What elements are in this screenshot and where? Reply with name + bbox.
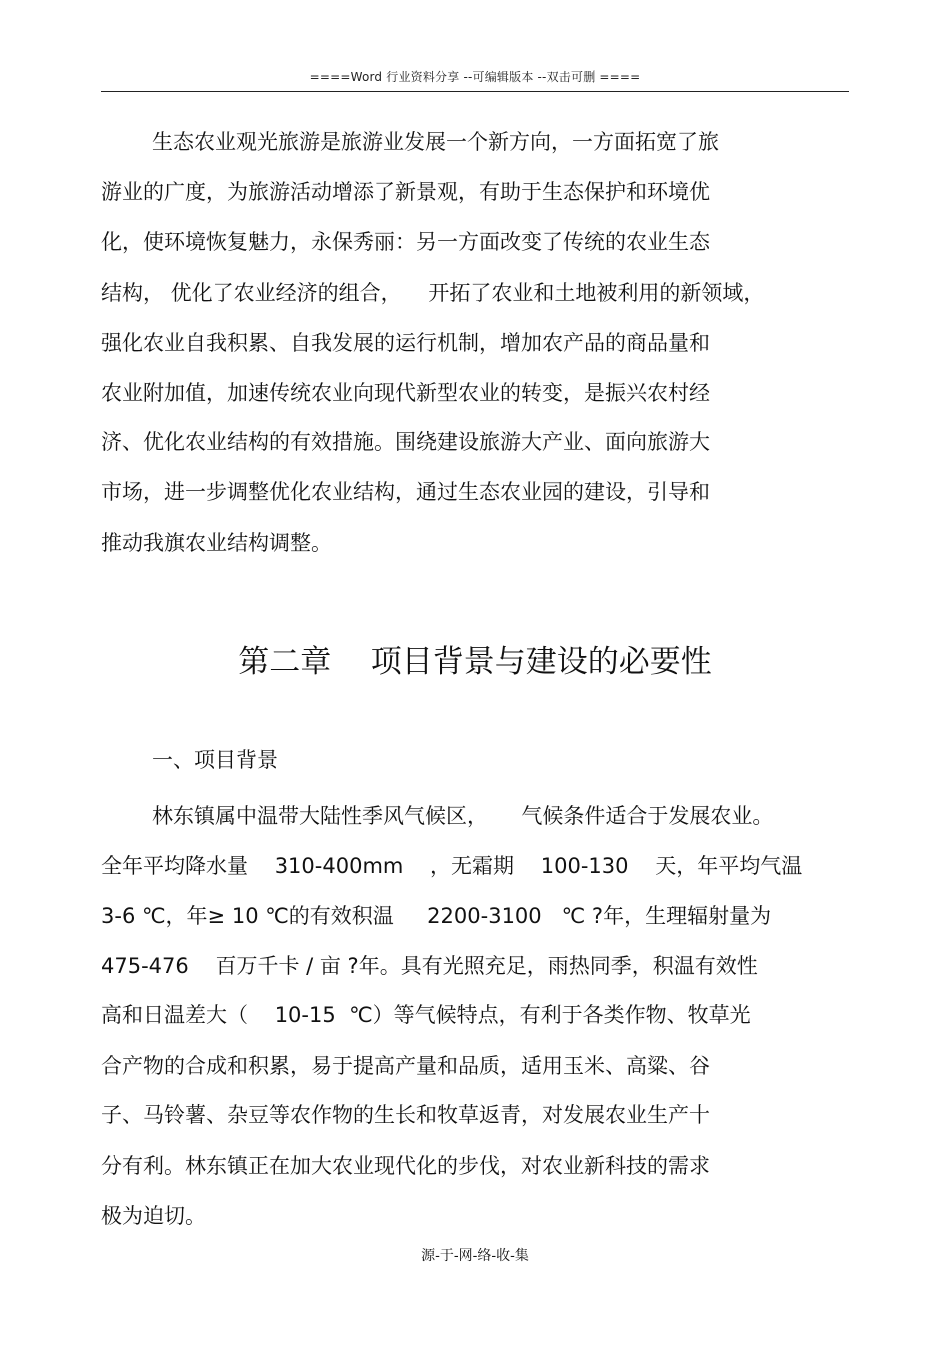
paragraph-line: 农业附加值，加速传统农业向现代新型农业的转变，是振兴农村经 xyxy=(101,381,710,405)
page-header: ====Word 行业资料分享 --可编辑版本 --双击可删 ==== xyxy=(309,70,641,84)
paragraph-line: 强化农业自我积累、自我发展的运行机制，增加农产品的商品量和 xyxy=(101,331,710,355)
paragraph-line: 结构， 优化了农业经济的组合， 开拓了农业和土地被利用的新领域， xyxy=(101,281,765,305)
paragraph-line: 3-6 ℃，年≥ 10 ℃的有效积温 2200-3100 ℃ ?年，生理辐射量为 xyxy=(101,904,772,928)
paragraph-line: 游业的广度，为旅游活动增添了新景观，有助于生态保护和环境优 xyxy=(101,180,710,204)
page-footer: 源-于-网-络-收-集 xyxy=(421,1248,529,1264)
paragraph-line: 济、优化农业结构的有效措施。围绕建设旅游大产业、面向旅游大 xyxy=(101,430,710,454)
paragraph-line: 子、马铃薯、杂豆等农作物的生长和牧草返青，对发展农业生产十 xyxy=(101,1103,710,1127)
paragraph-line: 全年平均降水量 310-400mm ，无霜期 100-130 天，年平均气温 xyxy=(101,854,803,878)
paragraph-line: 高和日温差大（ 10-15 ℃）等气候特点，有利于各类作物、牧草光 xyxy=(101,1003,751,1027)
paragraph-line: 化，使环境恢复魅力，永保秀丽：另一方面改变了传统的农业生态 xyxy=(101,230,710,254)
paragraph-line: 475-476 百万千卡 / 亩 ?年。具有光照充足，雨热同季，积温有效性 xyxy=(101,954,758,978)
paragraph-line: 林东镇属中温带大陆性季风气候区， 气候条件适合于发展农业。 xyxy=(152,804,774,828)
paragraph-line: 分有利。林东镇正在加大农业现代化的步伐，对农业新科技的需求 xyxy=(101,1154,710,1178)
paragraph-line: 市场，进一步调整优化农业结构，通过生态农业园的建设，引导和 xyxy=(101,480,710,504)
paragraph-line: 合产物的合成和积累，易于提高产量和品质，适用玉米、高粱、谷 xyxy=(101,1054,710,1078)
section-title: 一、项目背景 xyxy=(152,748,278,772)
header-divider xyxy=(101,91,849,92)
paragraph-line: 极为迫切。 xyxy=(101,1204,206,1228)
chapter-title: 第二章 项目背景与建设的必要性 xyxy=(238,644,712,680)
paragraph-line: 生态农业观光旅游是旅游业发展一个新方向，一方面拓宽了旅 xyxy=(152,130,719,154)
paragraph-line: 推动我旗农业结构调整。 xyxy=(101,531,332,555)
